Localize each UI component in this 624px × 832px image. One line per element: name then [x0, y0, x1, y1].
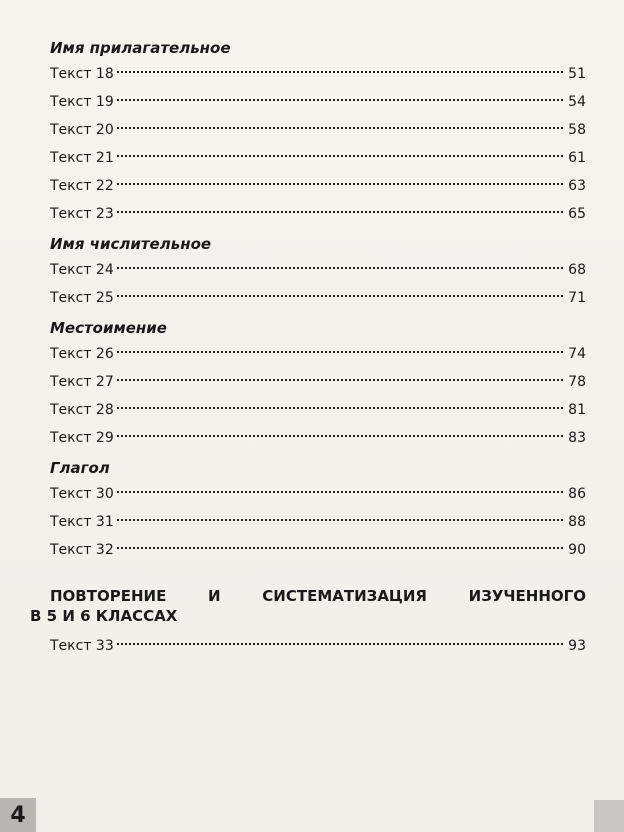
- leader-dots: [117, 379, 563, 381]
- page-number-badge: 4: [0, 798, 36, 832]
- leader-dots: [117, 547, 563, 549]
- leader-dots: [117, 295, 563, 297]
- leader-dots: [117, 183, 563, 185]
- leader-dots: [117, 435, 563, 437]
- toc-row[interactable]: [50, 284, 586, 312]
- toc-label: Текст 28: [50, 402, 114, 418]
- heading-word: И: [208, 587, 221, 605]
- corner-decoration: [594, 800, 624, 832]
- heading-line-2: В 5 И 6 КЛАССАХ: [30, 607, 178, 625]
- toc-label: Текст 29: [50, 430, 114, 446]
- heading-word: ПОВТОРЕНИЕ: [50, 587, 167, 605]
- toc-page-number: 68: [568, 262, 586, 278]
- section-title: Имя прилагательное: [50, 39, 231, 57]
- toc-label: Текст 20: [50, 122, 114, 138]
- toc-row[interactable]: [50, 536, 586, 564]
- toc-label: Текст 19: [50, 94, 114, 110]
- toc-section: [50, 316, 586, 452]
- toc-page-number: 93: [568, 638, 586, 654]
- toc-section: [50, 36, 586, 228]
- toc-page-number: 78: [568, 374, 586, 390]
- toc-row[interactable]: [50, 424, 586, 452]
- toc-page-number: 88: [568, 514, 586, 530]
- toc-row[interactable]: [50, 480, 586, 508]
- repeat-section-heading: [30, 586, 586, 626]
- section-title: Глагол: [50, 459, 110, 477]
- toc-row[interactable]: [50, 340, 586, 368]
- toc-label: Текст 26: [50, 346, 114, 362]
- heading-word: ИЗУЧЕННОГО: [468, 587, 586, 605]
- toc-label: Текст 31: [50, 514, 114, 530]
- leader-dots: [117, 71, 563, 73]
- toc-label: Текст 21: [50, 150, 114, 166]
- toc-label: Текст 25: [50, 290, 114, 306]
- toc-row[interactable]: [50, 396, 586, 424]
- toc-page-number: 51: [568, 66, 586, 82]
- toc-row[interactable]: [50, 256, 586, 284]
- leader-dots: [117, 519, 563, 521]
- leader-dots: [117, 211, 563, 213]
- leader-dots: [117, 643, 563, 645]
- toc-section: [50, 456, 586, 564]
- toc-label: Текст 23: [50, 206, 114, 222]
- toc-page-number: 71: [568, 290, 586, 306]
- toc-row[interactable]: [50, 60, 586, 88]
- toc-label: Текст 24: [50, 262, 114, 278]
- heading-word: СИСТЕМАТИЗАЦИЯ: [262, 587, 427, 605]
- toc-page-number: 63: [568, 178, 586, 194]
- toc-page-number: 61: [568, 150, 586, 166]
- leader-dots: [117, 351, 563, 353]
- toc-label: Текст 27: [50, 374, 114, 390]
- toc-label: Текст 18: [50, 66, 114, 82]
- heading-line-1: [30, 586, 586, 606]
- toc-row[interactable]: [50, 632, 586, 660]
- toc-label: Текст 22: [50, 178, 114, 194]
- toc-row[interactable]: [50, 508, 586, 536]
- toc-page-number: 58: [568, 122, 586, 138]
- leader-dots: [117, 491, 563, 493]
- toc-page-number: 90: [568, 542, 586, 558]
- toc-label: Текст 33: [50, 638, 114, 654]
- toc-page-number: 86: [568, 486, 586, 502]
- section-title: Местоимение: [50, 319, 167, 337]
- toc-final-section: [50, 632, 586, 660]
- section-title: Имя числительное: [50, 235, 212, 253]
- toc-page-number: 54: [568, 94, 586, 110]
- leader-dots: [117, 407, 563, 409]
- toc-page-number: 83: [568, 430, 586, 446]
- toc-page-number: 81: [568, 402, 586, 418]
- toc-row[interactable]: [50, 116, 586, 144]
- leader-dots: [117, 127, 563, 129]
- toc-row[interactable]: [50, 368, 586, 396]
- toc-page-number: 65: [568, 206, 586, 222]
- leader-dots: [117, 155, 563, 157]
- leader-dots: [117, 267, 563, 269]
- toc-section: [50, 232, 586, 312]
- toc-row[interactable]: [50, 144, 586, 172]
- toc-label: Текст 32: [50, 542, 114, 558]
- toc-row[interactable]: [50, 88, 586, 116]
- toc-row[interactable]: [50, 172, 586, 200]
- leader-dots: [117, 99, 563, 101]
- toc-row[interactable]: [50, 200, 586, 228]
- toc-page-number: 74: [568, 346, 586, 362]
- toc-content: [50, 32, 586, 564]
- toc-label: Текст 30: [50, 486, 114, 502]
